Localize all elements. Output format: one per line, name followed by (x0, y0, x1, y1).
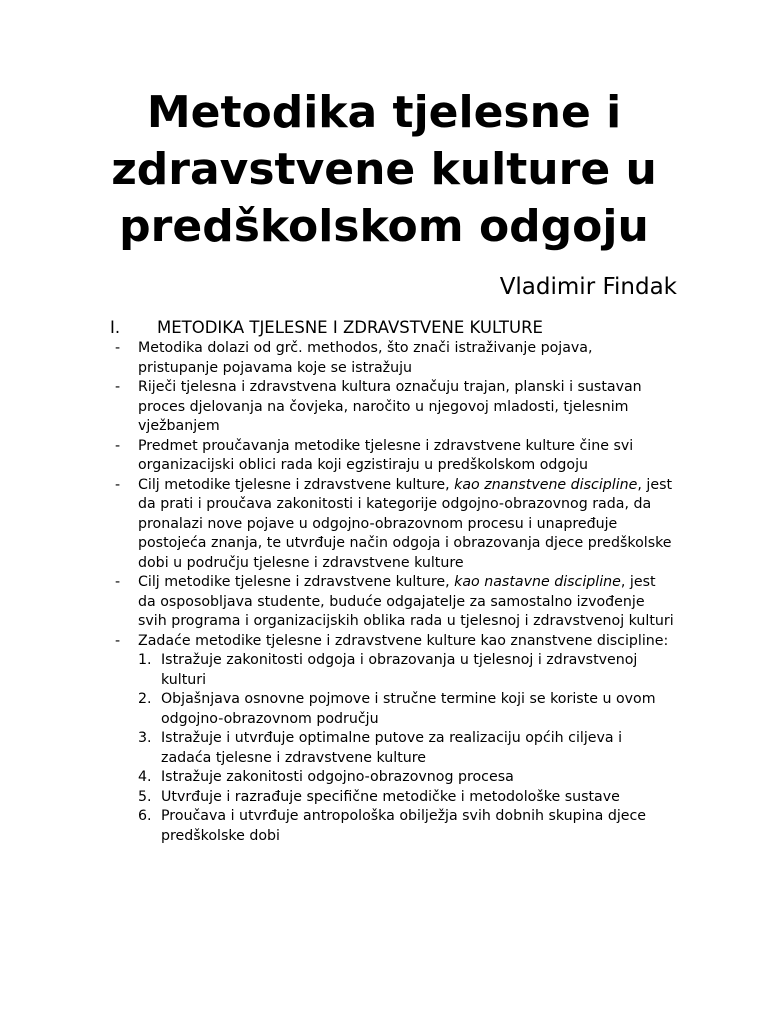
task-text: Proučava i utvrđuje antropološka obilježja svih dobnih skupina djece predškolske dobi (161, 808, 647, 844)
body-content (115, 339, 675, 846)
task-text: Istražuje i utvrđuje optimalne putove za realizaciju općih ciljeva i zadaća tjelesne i zdravstvene kulture (161, 730, 623, 766)
task-item (115, 690, 675, 729)
task-item (115, 788, 675, 808)
dash-marker: - (115, 574, 121, 590)
dash-marker: - (115, 379, 121, 395)
title-line-3: predškolskom odgoju (119, 201, 649, 252)
list-item (115, 476, 675, 574)
title-line-1: Metodika tjelesne i (146, 87, 622, 138)
list-item-text: Zadaće metodike tjelesne i zdravstvene kulture kao znanstvene discipline: (138, 632, 669, 649)
dash-marker: - (115, 632, 121, 649)
list-item-emphasis: kao nastavne discipline (454, 574, 621, 590)
task-text: Istražuje zakonitosti odgoja i obrazovanja u tjelesnoj i zdravstvenoj kulturi (161, 652, 638, 688)
list-item-text-end: , jest da prati i proučava zakonitosti i kategorije odgojno-obrazovnog rada, da pronalazi nove pojave u odgojno-obrazovnom procesu i unapređuje postojeća znanja, te utvrđuje način odgoja i obrazovanja djece predškolske dobi u području tjelesne i zdravstvene kulture (138, 476, 673, 571)
task-item (115, 807, 675, 846)
task-text: Objašnjava osnovne pojmove i stručne termine koji se koriste u ovom odgojno-obrazovnom području (161, 691, 656, 727)
list-item-text-end: , jest da osposobljava studente, buduće odgajatelje za samostalno izvođenje svih programa i organizacijskih oblika rada u tjelesnoj i zdravstvenoj kulturi (138, 574, 674, 629)
tasks-list (115, 651, 675, 846)
list-item-text: Metodika dolazi od grč. methodos, što znači istraživanje pojava, pristupanje pojavama koje se istražuju (138, 340, 593, 376)
document-title (60, 84, 708, 255)
list-item (115, 378, 675, 437)
list-item (115, 339, 675, 378)
list-item (115, 437, 675, 476)
task-number: 3. (138, 730, 152, 746)
section-heading (110, 317, 543, 339)
list-item-text-start: Cilj metodike tjelesne i zdravstvene kulture, (138, 476, 455, 493)
task-number: 1. (138, 652, 152, 668)
title-line-2: zdravstvene kulture u (111, 144, 657, 195)
task-number: 6. (138, 808, 152, 824)
list-item-emphasis: kao znanstvene discipline (454, 476, 638, 493)
dash-marker: - (115, 340, 121, 356)
list-item (115, 632, 675, 652)
task-text: Istražuje zakonitosti odgojno-obrazovnog procesa (161, 769, 514, 785)
task-number: 2. (138, 691, 152, 707)
author-name: Vladimir Findak (499, 274, 677, 300)
list-item (115, 573, 675, 632)
dash-marker: - (115, 437, 121, 454)
task-item (115, 651, 675, 690)
list-item-text: Riječi tjelesna i zdravstvena kultura označuju trajan, planski i sustavan proces djelovanja na čovjeka, naročito u njegovoj mladosti, tjelesnim vježbanjem (138, 379, 642, 434)
dash-marker: - (115, 476, 121, 493)
section-number: I. (110, 318, 121, 337)
list-item-text: Predmet proučavanja metodike tjelesne i zdravstvene kulture čine svi organizacijski oblici rada koji egzistiraju u predškolskom odgoju (138, 437, 634, 473)
task-item (115, 729, 675, 768)
section-heading-text: METODIKA TJELESNE I ZDRAVSTVENE KULTURE (157, 318, 543, 337)
task-text: Utvrđuje i razrađuje specifične metodičke i metodološke sustave (161, 788, 620, 805)
task-number: 4. (138, 769, 152, 785)
list-item-text-start: Cilj metodike tjelesne i zdravstvene kulture, (138, 574, 455, 590)
task-number: 5. (138, 788, 152, 805)
task-item (115, 768, 675, 788)
